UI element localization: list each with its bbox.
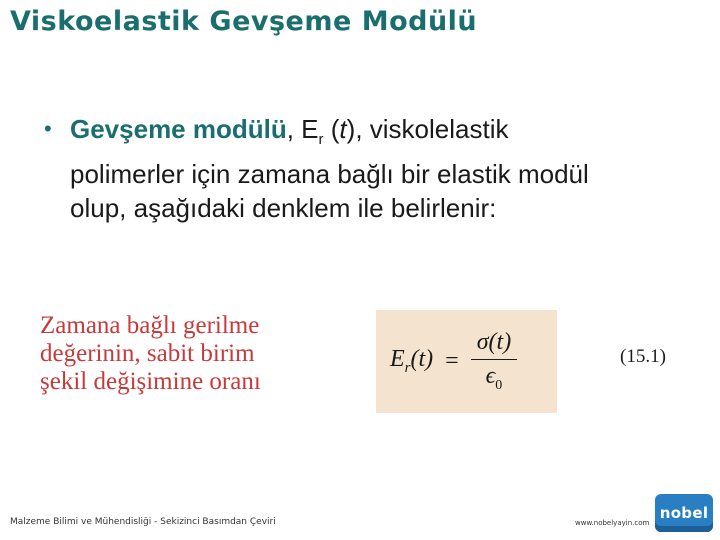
footer-website[interactable]: www.nobelyayin.com <box>575 519 650 527</box>
equation-box <box>376 310 557 413</box>
bullet-t: t <box>339 114 347 144</box>
bullet-item <box>44 112 684 157</box>
equation-fraction <box>471 329 518 394</box>
bullet-paren-close: ), <box>346 114 363 144</box>
bullet-paragraph <box>44 112 684 225</box>
equation-lhs-symbol: E <box>390 346 405 373</box>
definition-note <box>40 312 350 396</box>
bullet-dot-icon: • <box>44 116 52 141</box>
equation-denominator-symbol: ϵ <box>485 363 496 390</box>
bullet-text-e: , E <box>286 114 319 144</box>
equation-denominator <box>486 360 503 394</box>
nobel-logo <box>655 494 713 532</box>
bullet-rest-line1: viskolelastik <box>362 114 509 144</box>
bullet-line-1 <box>70 112 684 157</box>
equation-numerator: σ(t) <box>471 329 518 360</box>
equation-equals: = <box>445 348 459 374</box>
bullet-line-3: olup, aşağıdaki denklem ile belirlenir: <box>70 193 497 224</box>
note-line-1: Zamana bağlı gerilme <box>40 312 260 339</box>
equation <box>390 310 517 413</box>
equation-lhs-subscript: r <box>404 359 411 376</box>
bullet-paren-open: ( <box>323 114 340 144</box>
equation-number: (15.1) <box>620 346 666 367</box>
note-line-2: değerinin, sabit birim <box>40 340 255 367</box>
bullet-line-2: polimerler için zamana bağlı bir elastik modül <box>70 159 589 190</box>
slide-title: Viskoelastik Gevşeme Modülü <box>10 6 478 37</box>
equation-lhs-arg: (t) <box>410 346 434 373</box>
note-line-3: şekil değişimine oranı <box>40 368 261 395</box>
equation-lhs <box>390 346 433 377</box>
footer-book-title: Malzeme Bilimi ve Mühendisliği - Sekizinci Basımdan Çeviri <box>10 517 276 527</box>
equation-denominator-subscript: 0 <box>495 377 503 393</box>
bullet-subscript-r: r <box>318 131 324 149</box>
term-relaxation-modulus: Gevşeme modülü <box>70 114 287 144</box>
nobel-logo-text: nobel <box>659 504 709 522</box>
